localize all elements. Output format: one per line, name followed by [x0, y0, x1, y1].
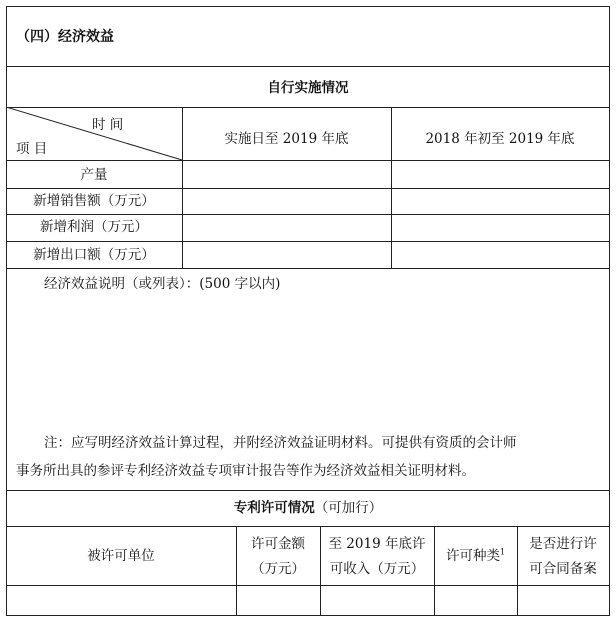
rule-below-note [6, 490, 610, 491]
header-time-label: 时 间 [92, 117, 124, 133]
col-type-label: 许可种类 [445, 548, 500, 564]
row-label-profit: 新增利润（万元） [40, 219, 148, 235]
col-range-header: 2018 年初至 2019 年底 [425, 131, 575, 147]
licensing-heading-suffix: （可加行） [314, 500, 383, 516]
licensing-col-divider [434, 526, 435, 616]
impl-col-divider [182, 107, 183, 268]
col-income-header-line-1: 至 2019 年底许 [328, 536, 426, 552]
outer-border-bottom [6, 615, 610, 616]
self-implementation-heading: 自行实施情况 [267, 80, 349, 96]
rule-below-impl-table [6, 268, 610, 269]
col-since-header: 实施日至 2019 年底 [224, 131, 349, 147]
licensing-col-divider [236, 526, 237, 616]
col-licensee-header: 被许可单位 [87, 548, 155, 564]
licensing-col-divider [320, 526, 321, 616]
licensing-heading-main: 专利许可情况 [233, 500, 315, 516]
economic-benefit-form [6, 6, 610, 616]
rule-below-licensing-heading [6, 526, 610, 527]
licensing-col-divider [517, 526, 518, 616]
benefit-note-line-1: 注：应写明经济效益计算过程，并附经济效益证明材料。可提供有资质的会计师 [44, 435, 517, 451]
row-label-output: 产量 [80, 167, 108, 183]
col-amount-header-line-1: 许可金额 [251, 536, 305, 552]
col-type-footnote-mark: 1 [499, 547, 506, 557]
rule-below-title [6, 66, 610, 67]
rule-below-impl-header [6, 160, 610, 161]
col-filing-header-line-1: 是否进行许 [529, 536, 597, 552]
col-income-header-line-2: 可收入（万元） [329, 561, 425, 577]
rule-below-licensing-header [6, 585, 610, 586]
outer-border-top [6, 6, 610, 7]
row-divider [6, 241, 610, 242]
row-label-export: 新增出口额（万元） [33, 247, 155, 263]
row-label-sales: 新增销售额（万元） [33, 193, 155, 209]
row-divider [6, 214, 610, 215]
col-amount-header-line-2: （万元） [251, 561, 305, 577]
outer-border-right [609, 6, 610, 616]
impl-col-divider [391, 107, 392, 268]
header-item-label: 项 目 [16, 141, 48, 157]
licensing-heading [6, 499, 610, 517]
outer-border-left [6, 6, 7, 616]
benefit-note-line-2: 事务所出具的参评专利经济效益专项审计报告等作为经济效益相关证明材料。 [16, 463, 475, 479]
section-title: （四）经济效益 [16, 29, 114, 45]
col-filing-header-line-2: 可合同备案 [529, 561, 597, 577]
benefit-explanation-label: 经济效益说明（或列表）：(500 字以内) [44, 276, 281, 292]
row-divider [6, 188, 610, 189]
col-type-header [434, 547, 517, 565]
